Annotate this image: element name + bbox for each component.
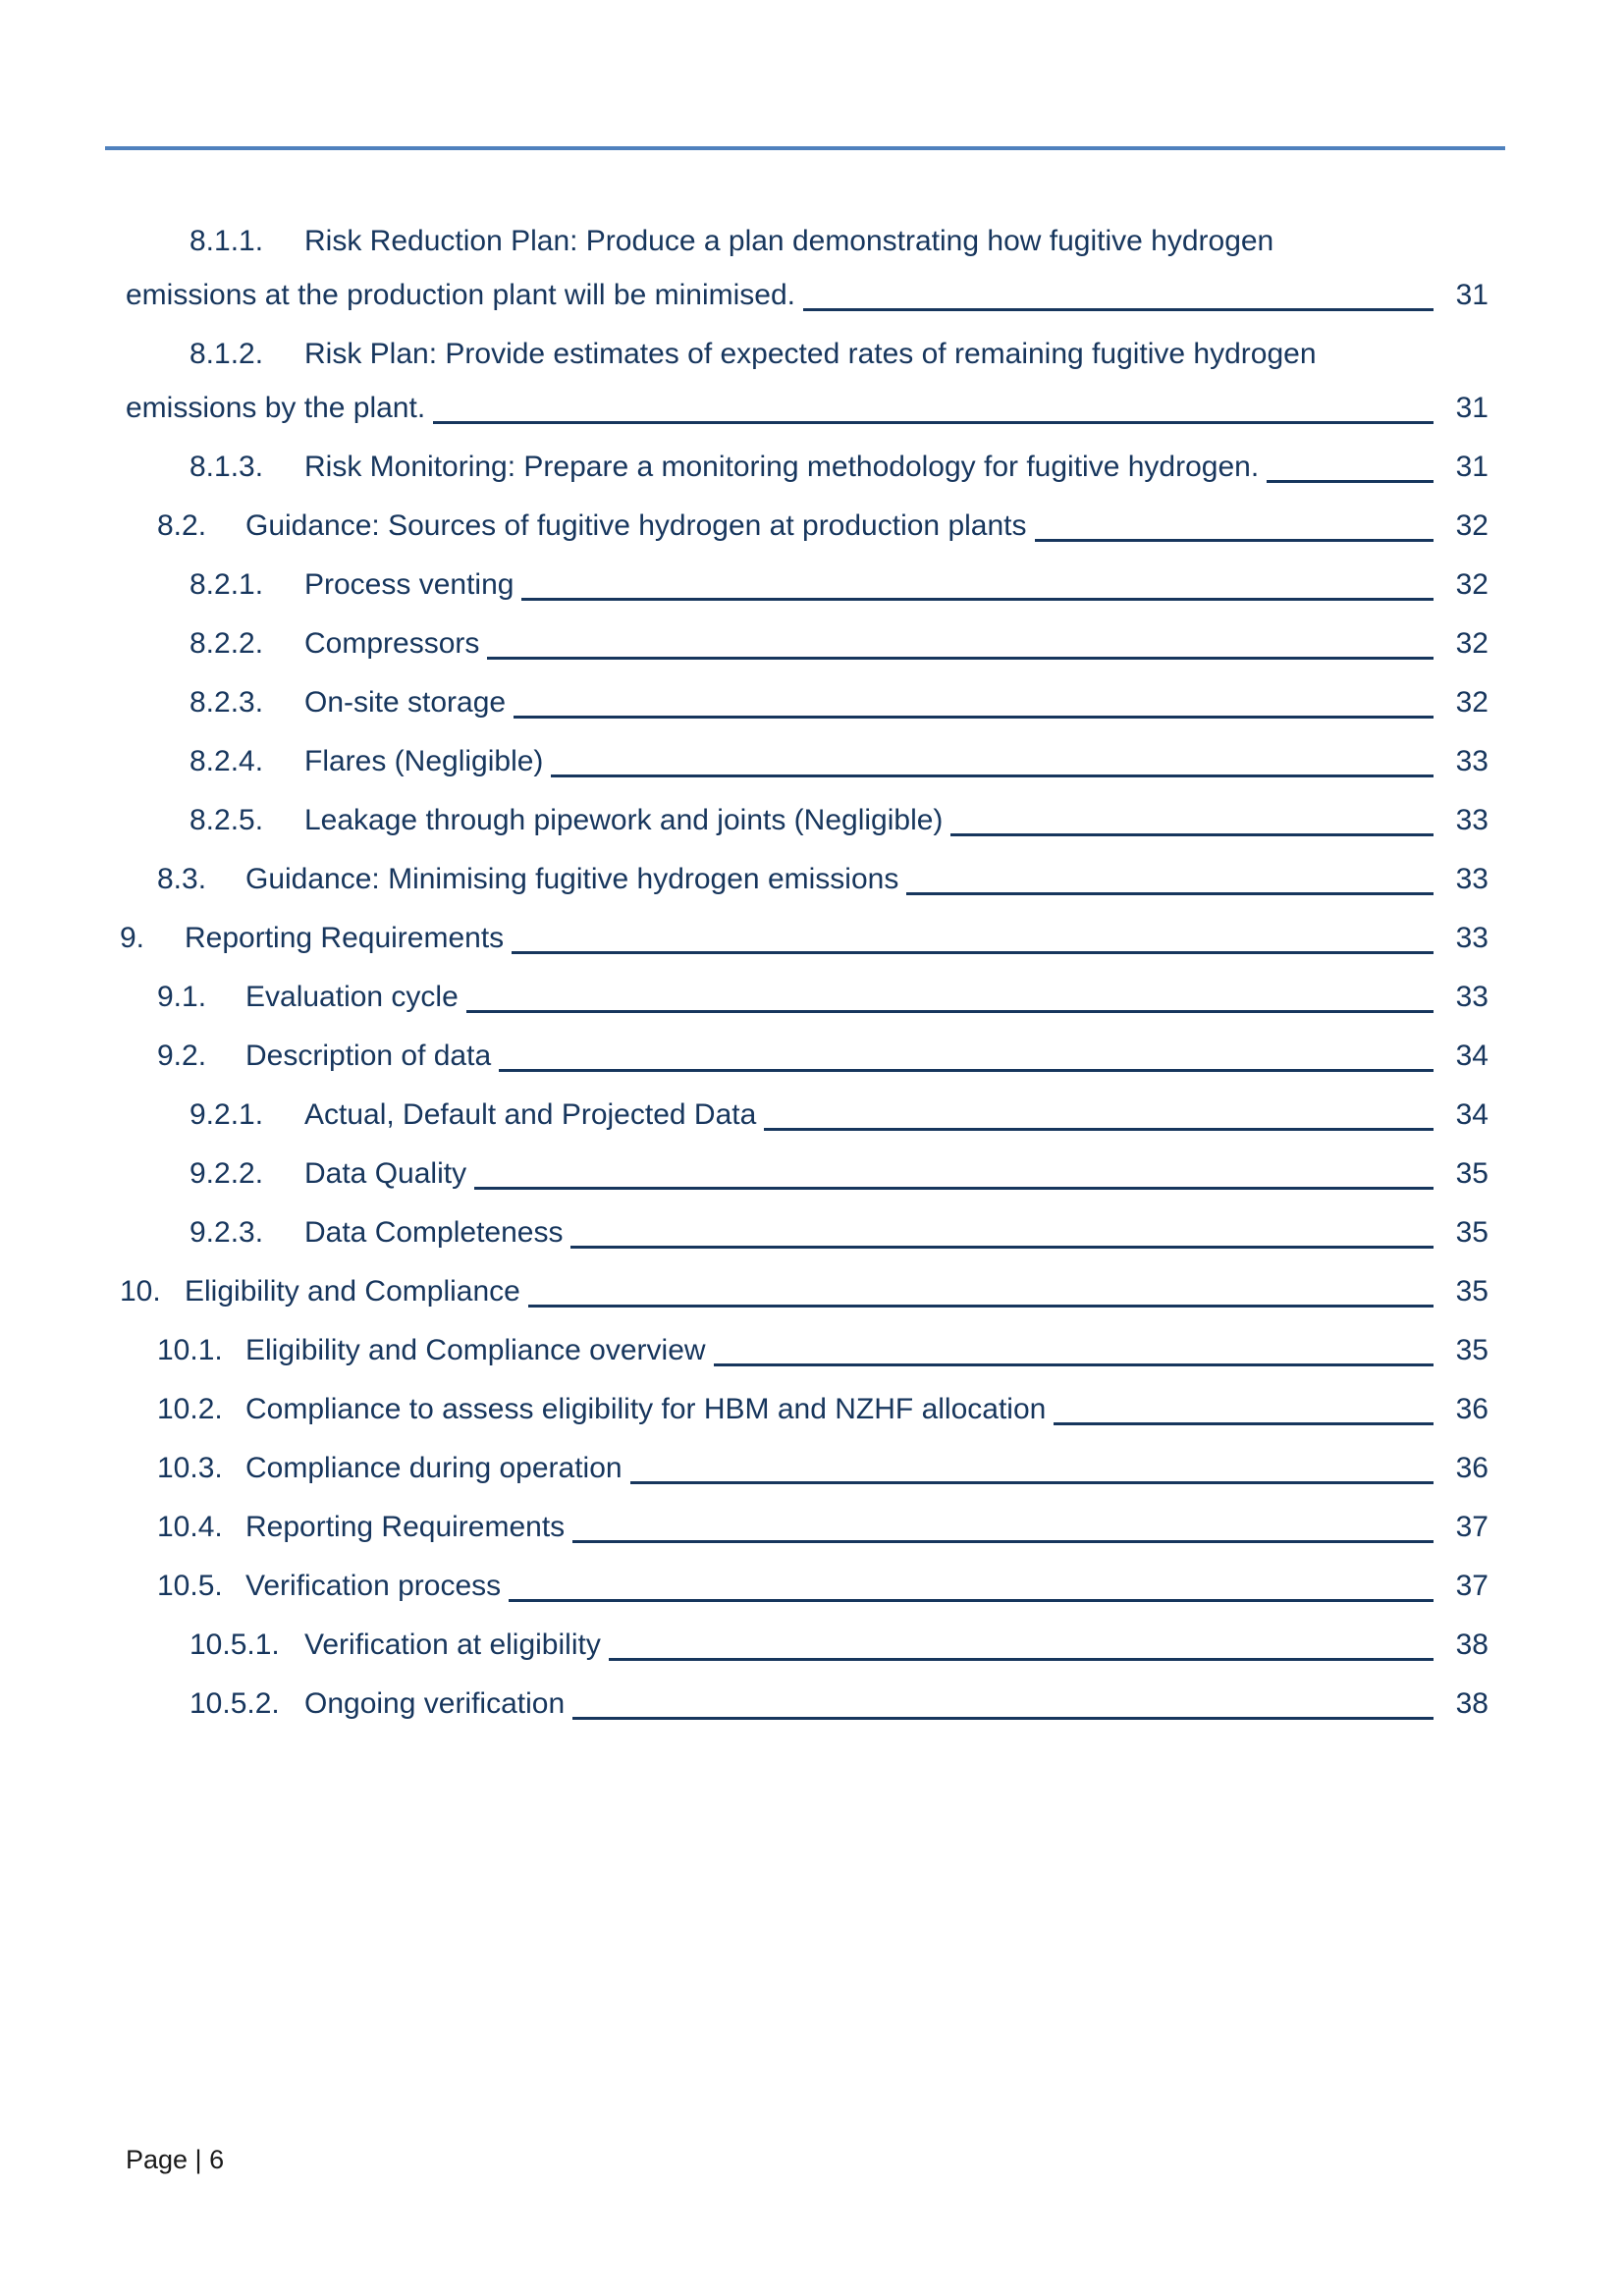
toc-page-number: 33	[1455, 922, 1489, 954]
toc-number: 9.2.1.	[189, 1098, 264, 1131]
toc-entry[interactable]	[120, 327, 1489, 435]
toc-entry-first-line	[120, 214, 1489, 268]
toc-entry[interactable]	[120, 1500, 1489, 1554]
toc-entry[interactable]	[120, 214, 1489, 322]
toc-number: 8.2.5.	[189, 804, 264, 836]
toc-leader-line	[551, 734, 1434, 777]
toc-page-number: 32	[1455, 509, 1489, 542]
toc-title: Compliance to assess eligibility for HBM and NZHF allocation	[245, 1393, 1047, 1425]
toc-entry[interactable]	[120, 970, 1489, 1024]
toc-number: 10.	[120, 1275, 161, 1308]
toc-entry[interactable]	[120, 1618, 1489, 1672]
toc-entry-line	[120, 1677, 1489, 1731]
toc-number: 8.3.	[157, 863, 207, 895]
toc-entry-line	[120, 1323, 1489, 1377]
toc-page-number: 36	[1455, 1452, 1489, 1484]
toc-title: Actual, Default and Projected Data	[304, 1098, 757, 1131]
toc-title: Verification process	[245, 1570, 502, 1602]
toc-entry-line	[120, 852, 1489, 906]
toc-leader-line	[499, 1029, 1434, 1072]
toc-leader-line	[1054, 1382, 1434, 1425]
toc-page-number: 37	[1455, 1570, 1489, 1602]
toc-leader-line	[521, 558, 1434, 601]
toc-title: Leakage through pipework and joints (Negligible)	[304, 804, 944, 836]
toc-title: Description of data	[245, 1040, 492, 1072]
toc-page-number: 35	[1455, 1157, 1489, 1190]
toc-number: 8.2.3.	[189, 686, 264, 719]
toc-entry[interactable]	[120, 1147, 1489, 1201]
toc-entry-line	[120, 616, 1489, 670]
toc-leader-line	[1267, 440, 1434, 483]
toc-entry-line	[120, 1382, 1489, 1436]
toc-leader-line	[466, 970, 1434, 1013]
toc-number: 8.1.3.	[189, 451, 264, 483]
toc-page-number: 31	[1455, 279, 1489, 311]
toc-entry-line	[120, 1147, 1489, 1201]
toc-title: On-site storage	[304, 686, 507, 719]
toc-entry[interactable]	[120, 1323, 1489, 1377]
toc-entry-line	[120, 558, 1489, 612]
toc-number: 9.2.2.	[189, 1157, 264, 1190]
toc-number: 8.1.1.	[189, 225, 264, 257]
toc-entry[interactable]	[120, 1088, 1489, 1142]
toc-title-continued: emissions by the plant.	[126, 392, 426, 424]
toc-title: Verification at eligibility	[304, 1629, 601, 1661]
toc-page-number: 36	[1455, 1393, 1489, 1425]
toc-title: Eligibility and Compliance	[185, 1275, 520, 1308]
toc-entry[interactable]	[120, 440, 1489, 494]
toc-number: 8.1.2.	[189, 338, 264, 370]
toc-entry[interactable]	[120, 1382, 1489, 1436]
page-footer	[126, 2135, 224, 2184]
header-rule-line	[105, 146, 1505, 150]
toc-entry[interactable]	[120, 734, 1489, 788]
toc-number: 10.1.	[157, 1334, 223, 1366]
toc-leader-line	[572, 1500, 1434, 1543]
toc-number: 8.2.	[157, 509, 207, 542]
toc-entry-line	[120, 1205, 1489, 1259]
toc-page-number: 35	[1455, 1275, 1489, 1308]
toc-list	[120, 214, 1489, 1735]
toc-title: Evaluation cycle	[245, 981, 459, 1013]
toc-page-number: 38	[1455, 1687, 1489, 1720]
toc-title: Guidance: Minimising fugitive hydrogen emissions	[245, 863, 899, 895]
toc-title: Ongoing verification	[304, 1687, 566, 1720]
toc-title: Risk Reduction Plan: Produce a plan demonstrating how fugitive hydrogen	[304, 225, 1274, 257]
toc-title: Reporting Requirements	[185, 922, 505, 954]
toc-leader-line	[609, 1618, 1434, 1661]
toc-number: 9.1.	[157, 981, 207, 1013]
toc-number: 8.2.1.	[189, 568, 264, 601]
toc-leader-line	[764, 1088, 1434, 1131]
toc-title: Compressors	[304, 627, 480, 660]
toc-entry-line	[120, 499, 1489, 553]
toc-title: Data Completeness	[304, 1216, 564, 1249]
toc-leader-line	[803, 268, 1434, 311]
toc-entry[interactable]	[120, 1029, 1489, 1083]
toc-entry[interactable]	[120, 675, 1489, 729]
toc-entry[interactable]	[120, 558, 1489, 612]
toc-entry[interactable]	[120, 911, 1489, 965]
toc-leader-line	[474, 1147, 1434, 1190]
toc-entry-line	[120, 440, 1489, 494]
toc-page-number: 35	[1455, 1216, 1489, 1249]
toc-page-number: 33	[1455, 863, 1489, 895]
toc-entry-first-line	[120, 327, 1489, 381]
toc-number: 8.2.2.	[189, 627, 264, 660]
toc-page-number: 32	[1455, 627, 1489, 660]
toc-number: 10.5.2.	[189, 1687, 280, 1720]
toc-page-number: 31	[1455, 451, 1489, 483]
toc-entry-second-line	[120, 381, 1489, 435]
toc-entry[interactable]	[120, 1677, 1489, 1731]
toc-entry-line	[120, 1559, 1489, 1613]
toc-page-number: 35	[1455, 1334, 1489, 1366]
toc-entry-line	[120, 1500, 1489, 1554]
toc-leader-line	[1035, 499, 1435, 542]
toc-entry[interactable]	[120, 852, 1489, 906]
toc-entry[interactable]	[120, 1264, 1489, 1318]
toc-number: 9.2.	[157, 1040, 207, 1072]
toc-page-number: 34	[1455, 1040, 1489, 1072]
toc-page-number: 31	[1455, 392, 1489, 424]
toc-title: Flares (Negligible)	[304, 745, 544, 777]
toc-entry-line	[120, 1618, 1489, 1672]
toc-leader-line	[528, 1264, 1434, 1308]
toc-title: Risk Plan: Provide estimates of expected rates of remaining fugitive hydrogen	[304, 338, 1317, 370]
toc-entry-line	[120, 675, 1489, 729]
toc-page-number: 33	[1455, 804, 1489, 836]
toc-leader-line	[509, 1559, 1434, 1602]
toc-entry[interactable]	[120, 793, 1489, 847]
toc-entry[interactable]	[120, 1559, 1489, 1613]
toc-leader-line	[433, 381, 1434, 424]
toc-title: Reporting Requirements	[245, 1511, 566, 1543]
toc-entry-line	[120, 911, 1489, 965]
page-number-label: Page | 6	[126, 2145, 225, 2174]
toc-number: 8.2.4.	[189, 745, 264, 777]
toc-title: Risk Monitoring: Prepare a monitoring methodology for fugitive hydrogen.	[304, 451, 1260, 483]
toc-number: 10.5.1.	[189, 1629, 280, 1661]
toc-number: 10.4.	[157, 1511, 223, 1543]
toc-entry-line	[120, 1441, 1489, 1495]
toc-entry[interactable]	[120, 616, 1489, 670]
toc-page-number: 38	[1455, 1629, 1489, 1661]
toc-entry-line	[120, 734, 1489, 788]
toc-number: 9.	[120, 922, 145, 954]
toc-page-number: 33	[1455, 745, 1489, 777]
toc-leader-line	[572, 1677, 1434, 1720]
toc-entry[interactable]	[120, 499, 1489, 553]
toc-number: 10.2.	[157, 1393, 223, 1425]
toc-page-number: 32	[1455, 568, 1489, 601]
toc-leader-line	[630, 1441, 1434, 1484]
toc-entry-line	[120, 1264, 1489, 1318]
toc-entry-line	[120, 793, 1489, 847]
toc-title: Guidance: Sources of fugitive hydrogen at production plants	[245, 509, 1027, 542]
toc-entry-second-line	[120, 268, 1489, 322]
toc-title: Data Quality	[304, 1157, 467, 1190]
toc-page-number: 33	[1455, 981, 1489, 1013]
toc-leader-line	[906, 852, 1434, 895]
toc-page-number: 34	[1455, 1098, 1489, 1131]
toc-number: 10.5.	[157, 1570, 223, 1602]
toc-leader-line	[512, 911, 1434, 954]
toc-title: Compliance during operation	[245, 1452, 623, 1484]
toc-leader-line	[714, 1323, 1434, 1366]
toc-page-number: 32	[1455, 686, 1489, 719]
toc-page-number: 37	[1455, 1511, 1489, 1543]
toc-title: Eligibility and Compliance overview	[245, 1334, 706, 1366]
toc-number: 10.3.	[157, 1452, 223, 1484]
toc-leader-line	[950, 793, 1434, 836]
toc-leader-line	[514, 675, 1434, 719]
toc-entry-line	[120, 1029, 1489, 1083]
toc-number: 9.2.3.	[189, 1216, 264, 1249]
toc-leader-line	[570, 1205, 1434, 1249]
toc-title-continued: emissions at the production plant will be minimised.	[126, 279, 795, 311]
toc-title: Process venting	[304, 568, 514, 601]
toc-entry[interactable]	[120, 1441, 1489, 1495]
toc-entry-line	[120, 1088, 1489, 1142]
toc-entry[interactable]	[120, 1205, 1489, 1259]
toc-entry-line	[120, 970, 1489, 1024]
toc-leader-line	[487, 616, 1434, 660]
